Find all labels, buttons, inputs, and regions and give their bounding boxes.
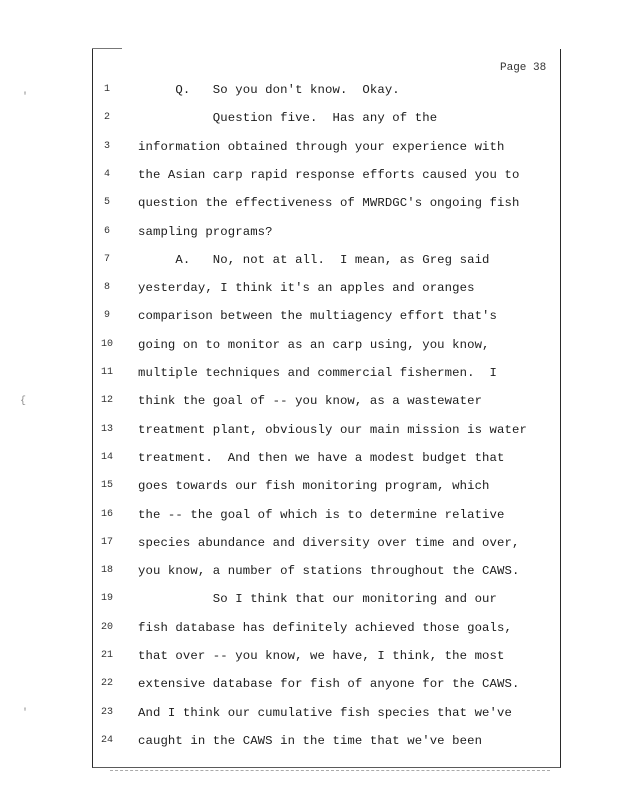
- line-text: question the effectiveness of MWRDGC's ongoing fish: [138, 196, 520, 211]
- page-number: Page 38: [500, 62, 547, 74]
- line-number: 18: [100, 565, 113, 577]
- line-text: A. No, not at all. I mean, as Greg said: [138, 252, 490, 267]
- line-text: fish database has definitely achieved those goals,: [138, 620, 512, 635]
- line-number: 10: [100, 338, 113, 350]
- line-text: comparison between the multiagency effort that's: [138, 309, 498, 324]
- margin-speck: ': [22, 708, 29, 719]
- line-number: 22: [100, 678, 113, 690]
- line-text: think the goal of -- you know, as a wastewater: [138, 394, 483, 409]
- line-number: 2: [103, 112, 110, 124]
- line-number: 12: [100, 395, 113, 407]
- line-number: 14: [100, 451, 113, 463]
- line-text: information obtained through your experience with: [138, 139, 505, 154]
- line-number: 4: [103, 168, 110, 180]
- line-number: 11: [100, 367, 113, 378]
- line-number: 16: [100, 508, 113, 520]
- line-text: treatment plant, obviously our main mission is water: [138, 422, 527, 437]
- line-number: 3: [103, 140, 110, 152]
- line-text: Q. So you don't know. Okay.: [138, 83, 400, 97]
- line-text: the -- the goal of which is to determine relative: [138, 507, 505, 522]
- line-text: caught in the CAWS in the time that we've been: [138, 733, 483, 748]
- line-text: goes towards our fish monitoring program, which: [138, 479, 490, 494]
- line-number: 23: [100, 706, 113, 718]
- line-text: Question five. Has any of the: [138, 111, 438, 126]
- line-number: 13: [100, 423, 113, 435]
- line-text: sampling programs?: [138, 224, 273, 239]
- line-text: extensive database for fish of anyone for the CAWS.: [138, 677, 520, 692]
- line-number: 5: [103, 197, 110, 209]
- line-number: 20: [100, 621, 113, 633]
- margin-speck: {: [20, 396, 27, 407]
- line-number: 17: [100, 536, 113, 548]
- line-number: 19: [100, 593, 113, 605]
- line-number: 21: [100, 650, 113, 661]
- line-number: 24: [100, 734, 113, 746]
- line-text: that over -- you know, we have, I think, the most: [138, 649, 505, 663]
- line-text: you know, a number of stations throughout the CAWS.: [138, 564, 520, 579]
- line-text: So I think that our monitoring and our: [138, 592, 498, 607]
- line-number: 6: [103, 225, 110, 237]
- line-number: 7: [103, 253, 110, 265]
- bottom-scan-noise: [110, 770, 550, 771]
- line-text: yesterday, I think it's an apples and oranges: [138, 281, 475, 296]
- line-text: species abundance and diversity over time and over,: [138, 535, 520, 550]
- margin-speck: ': [22, 92, 29, 103]
- line-number: 15: [100, 480, 113, 492]
- line-text: the Asian carp rapid response efforts caused you to: [138, 167, 520, 182]
- line-text: multiple techniques and commercial fishermen. I: [138, 366, 498, 380]
- line-number: 1: [103, 84, 110, 95]
- line-text: And I think our cumulative fish species that we've: [138, 705, 512, 720]
- line-number: 9: [103, 310, 110, 322]
- line-number: 8: [103, 282, 110, 294]
- line-text: going on to monitor as an carp using, you know,: [138, 337, 490, 352]
- line-text: treatment. And then we have a modest budget that: [138, 450, 505, 465]
